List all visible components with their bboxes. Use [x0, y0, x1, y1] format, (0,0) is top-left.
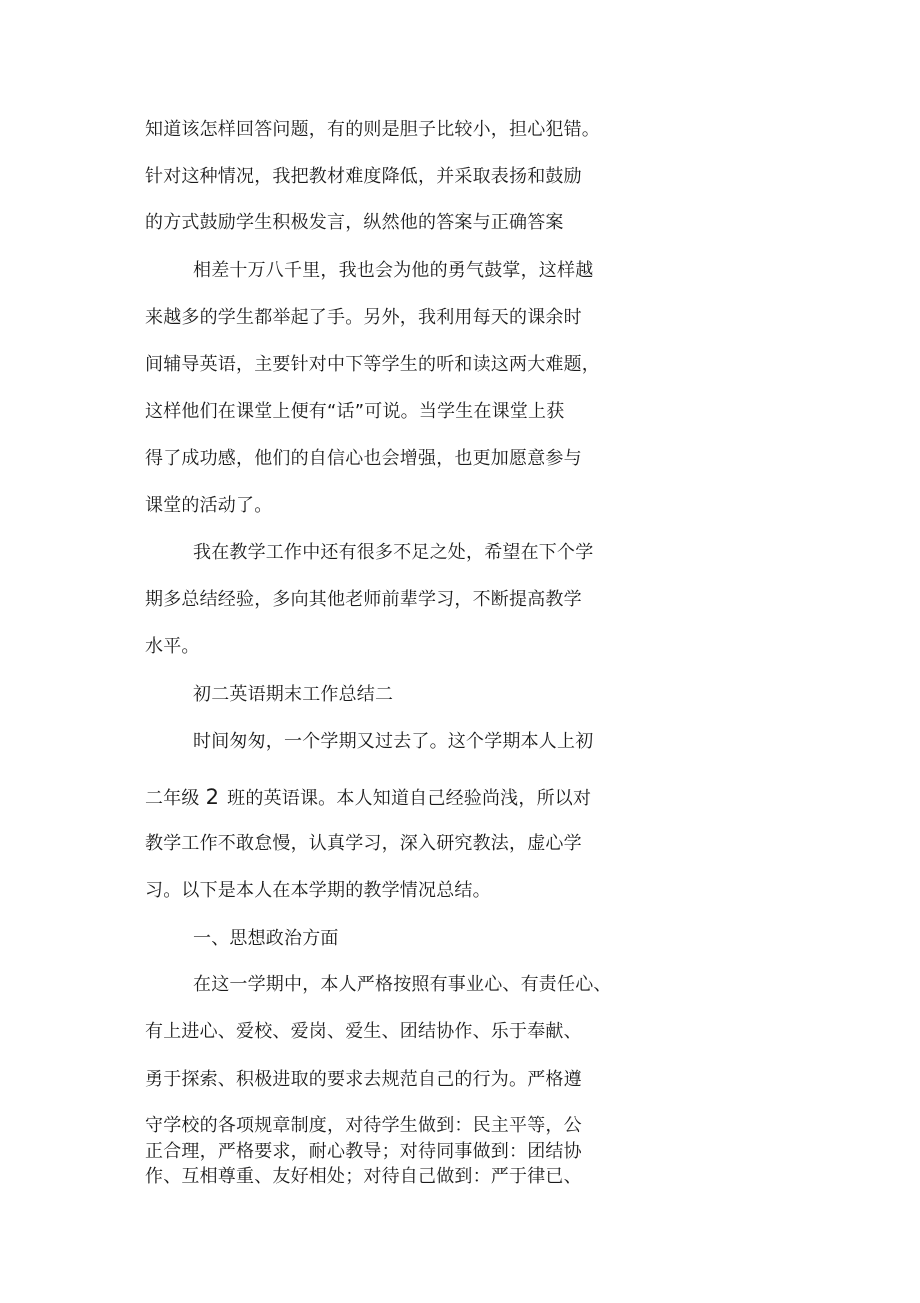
- section-heading: 初二英语期末工作总结二: [193, 684, 394, 705]
- text-line: 课堂的活动了。: [145, 495, 273, 516]
- text-line: 在这一学期中，本人严格按照有事业心、有责任心、: [193, 974, 612, 995]
- text-line: 针对这种情况，我把教材难度降低，并采取表扬和鼓励: [145, 166, 582, 187]
- text-line: 正合理，严格要求，耐心教导；对待同事做到：团结协: [145, 1141, 582, 1162]
- text-line: 时间匆匆，一个学期又过去了。这个学期本人上初: [193, 731, 594, 752]
- text-line: 作、互相尊重、友好相处；对待自己做到：严于律已、: [145, 1166, 582, 1187]
- text-line: 勇于探索、积极进取的要求去规范自己的行为。严格遵: [145, 1069, 582, 1090]
- text-line: 这样他们在课堂上便有“话”可说。当学生在课堂上获: [145, 401, 565, 422]
- text-line: 来越多的学生都举起了手。另外，我利用每天的课余时: [145, 307, 582, 328]
- class-number: 2: [205, 785, 220, 809]
- text-fragment: 班的英语课。本人知道自己经验尚浅，所以对: [227, 788, 592, 809]
- text-line: 知道该怎样回答问题，有的则是胆子比较小，担心犯错。: [145, 119, 600, 140]
- text-line: 习。以下是本人在本学期的教学情况总结。: [145, 880, 491, 901]
- text-fragment: 二年级: [145, 788, 200, 809]
- text-line: 的方式鼓励学生积极发言，纵然他的答案与正确答案: [145, 212, 564, 233]
- text-line: 守学校的各项规章制度，对待学生做到：民主平等，公: [145, 1115, 582, 1136]
- text-line: 教学工作不敢怠慢，认真学习，深入研究教法，虚心学: [145, 833, 582, 854]
- text-line: 相差十万八千里，我也会为他的勇气鼓掌，这样越: [193, 260, 594, 281]
- section-heading: 一、思想政治方面: [193, 928, 339, 949]
- text-line: [145, 786, 591, 810]
- text-line: 期多总结经验，多向其他老师前辈学习，不断提高教学: [145, 589, 582, 610]
- text-line: 我在教学工作中还有很多不足之处，希望在下个学: [193, 542, 594, 563]
- text-line: 间辅导英语，主要针对中下等学生的听和读这两大难题，: [145, 354, 600, 375]
- text-line: 得了成功感，他们的自信心也会增强，也更加愿意参与: [145, 448, 582, 469]
- text-line: 有上进心、爱校、爱岗、爱生、团结协作、乐于奉献、: [145, 1021, 582, 1042]
- text-line: 水平。: [145, 636, 200, 657]
